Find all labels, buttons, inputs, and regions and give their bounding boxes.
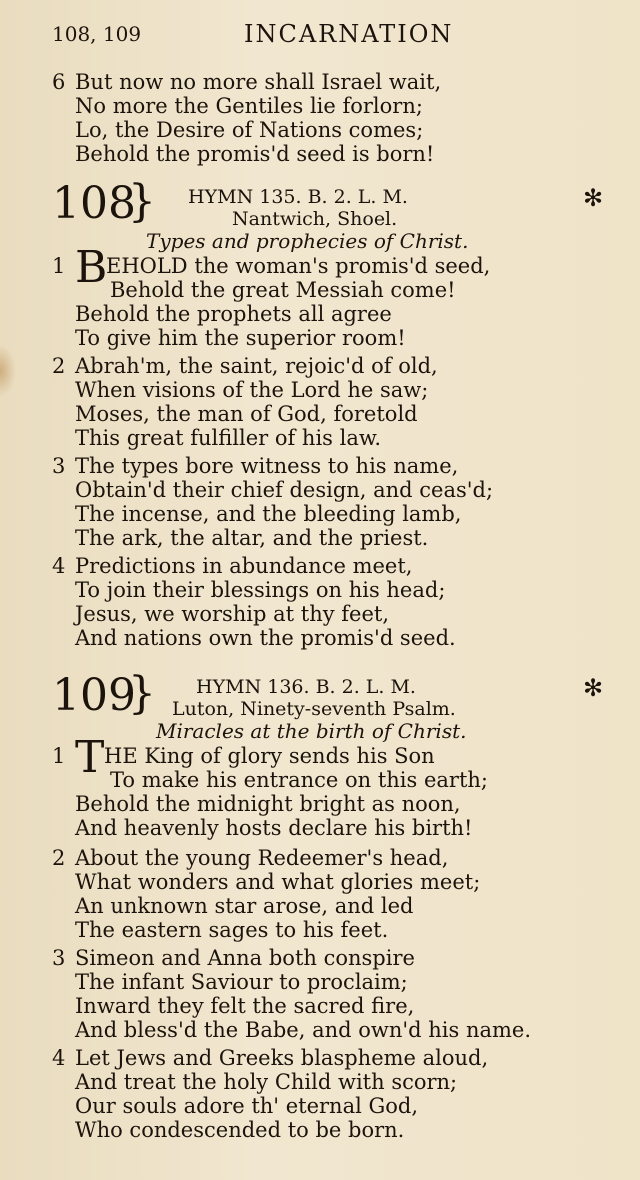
- verse-line: Jesus, we worship at thy feet,: [75, 602, 390, 626]
- verse-line: Moses, the man of God, foretold: [75, 402, 418, 426]
- verse-line: Who condescended to be born.: [75, 1118, 405, 1142]
- brace: }: [128, 176, 156, 227]
- stanza-number: 6: [52, 70, 66, 94]
- running-title: INCARNATION: [244, 20, 454, 48]
- stanza-number: 2: [52, 354, 66, 378]
- verse-line: The ark, the altar, and the priest.: [75, 526, 429, 550]
- verse-line: Simeon and Anna both conspire: [75, 946, 415, 970]
- hymn-meta: HYMN 136. B. 2. L. M.: [196, 676, 416, 698]
- verse-line: About the young Redeemer's head,: [75, 846, 449, 870]
- tune-names: Luton, Ninety-seventh Psalm.: [172, 698, 456, 720]
- verse-line: No more the Gentiles lie forlorn;: [75, 94, 423, 118]
- verse-line: And treat the holy Child with scorn;: [75, 1070, 458, 1094]
- verse-line: And heavenly hosts declare his birth!: [75, 816, 473, 840]
- verse-line: The types bore witness to his name,: [75, 454, 459, 478]
- verse-line: HE King of glory sends his Son: [104, 744, 435, 768]
- brace: }: [128, 668, 156, 719]
- hymn-number: 108: [52, 178, 136, 229]
- stanza-number: 1: [52, 254, 66, 278]
- verse-line: To make his entrance on this earth;: [110, 768, 488, 792]
- tune-names: Nantwich, Shoel.: [232, 208, 398, 230]
- verse-line: Behold the great Messiah come!: [110, 278, 456, 302]
- verse-line: But now no more shall Israel wait,: [75, 70, 442, 94]
- verse-line: Let Jews and Greeks blaspheme aloud,: [75, 1046, 489, 1070]
- verse-line: And nations own the promis'd seed.: [75, 626, 456, 650]
- verse-line: When visions of the Lord he saw;: [75, 378, 429, 402]
- verse-line: Lo, the Desire of Nations comes;: [75, 118, 424, 142]
- page-stain: [0, 345, 16, 397]
- stanza-number: 3: [52, 454, 66, 478]
- hymn-number: 109: [52, 670, 136, 721]
- verse-line: The eastern sages to his feet.: [75, 918, 389, 942]
- verse-line: Behold the promis'd seed is born!: [75, 142, 435, 166]
- page-numbers: 108, 109: [52, 22, 142, 46]
- verse-line: The infant Saviour to proclaim;: [75, 970, 408, 994]
- asterism-icon: ✻: [583, 674, 604, 702]
- verse-line: Our souls adore th' eternal God,: [75, 1094, 419, 1118]
- hymn-subject: Types and prophecies of Christ.: [146, 229, 469, 253]
- stanza-number: 2: [52, 846, 66, 870]
- drop-cap: T: [75, 732, 105, 783]
- verse-line: Inward they felt the sacred fire,: [75, 994, 415, 1018]
- hymn-subject: Miracles at the birth of Christ.: [156, 719, 467, 743]
- verse-line: To join their blessings on his head;: [75, 578, 446, 602]
- running-header: [52, 20, 632, 52]
- stanza-number: 4: [52, 554, 66, 578]
- drop-cap: B: [75, 242, 108, 293]
- verse-line: What wonders and what glories meet;: [75, 870, 481, 894]
- asterism-icon: ✻: [583, 184, 604, 212]
- verse-line: To give him the superior room!: [75, 326, 406, 350]
- verse-line: Obtain'd their chief design, and ceas'd;: [75, 478, 494, 502]
- verse-line: This great fulfiller of his law.: [75, 426, 382, 450]
- verse-line: And bless'd the Babe, and own'd his name.: [75, 1018, 532, 1042]
- verse-line: Predictions in abundance meet,: [75, 554, 413, 578]
- hymn-meta: HYMN 135. B. 2. L. M.: [188, 186, 408, 208]
- stanza-number: 4: [52, 1046, 66, 1070]
- verse-line: An unknown star arose, and led: [75, 894, 414, 918]
- verse-line: Abrah'm, the saint, rejoic'd of old,: [75, 354, 438, 378]
- verse-line: EHOLD the woman's promis'd seed,: [106, 254, 491, 278]
- verse-line: The incense, and the bleeding lamb,: [75, 502, 462, 526]
- verse-line: Behold the prophets all agree: [75, 302, 392, 326]
- stanza-number: 3: [52, 946, 66, 970]
- stanza-number: 1: [52, 744, 66, 768]
- verse-line: Behold the midnight bright as noon,: [75, 792, 461, 816]
